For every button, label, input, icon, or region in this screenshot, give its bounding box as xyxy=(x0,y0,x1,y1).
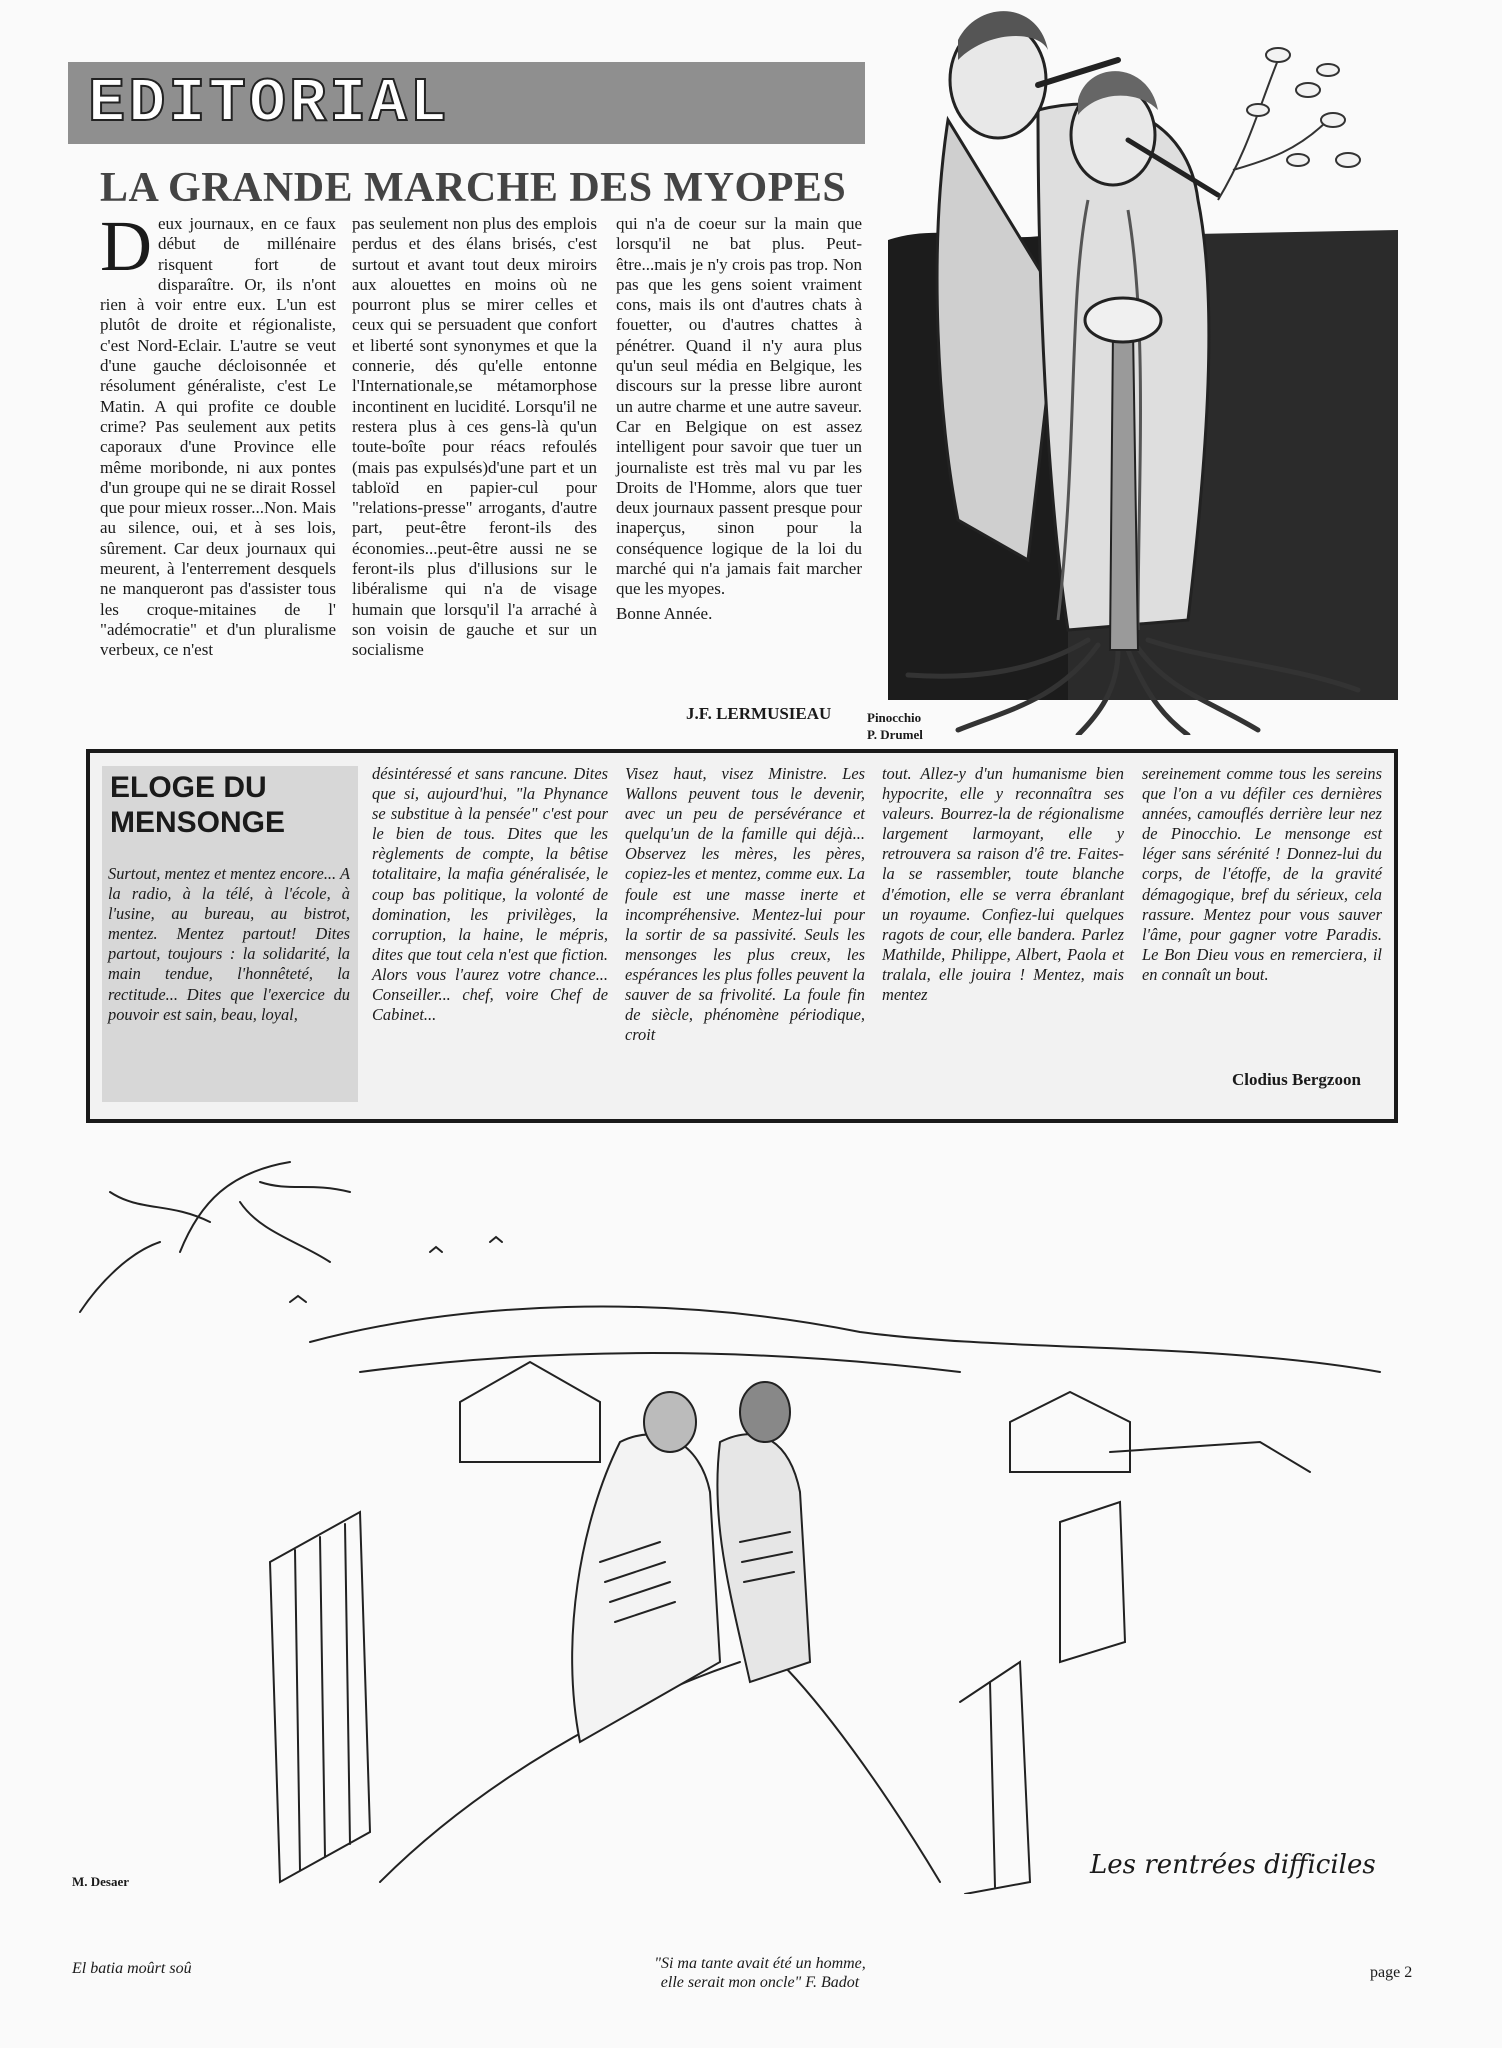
eloge-column-3: Visez haut, visez Ministre. Les Wallons peuvent tous le devenir, avec un peu de persévérance et quelqu'un de la famille qui déjà... Observez les mères, les pères, copiez-les et mentez, comme eux. La foule est une masse inerte et incompréhensive. Mentez-lui pour la sortir de sa passivité. Seuls les mensonges les plus creux, les espérances les plus folles peuvent la sauver de sa frivolité. La foule fin de siècle, phénomène périodique, croit xyxy=(625,764,865,1045)
illustration-credit-artist: P. Drumel xyxy=(867,727,923,742)
eloge-column-5: sereinement comme tous les sereins que l'on a vu défiler ces dernières années, camouflés derrière leur nez de Pinocchio. Le mensonge est léger sans sérénité ! Donnez-lui du corps, de l'étoffe, de la gravité démagogique, bref du sérieux, cela rassure. Mentez pour vous sauver l'âme, pour gagner votre Paradis. Le Bon Dieu vous en remerciera, il en connaît un bout. xyxy=(1142,764,1382,984)
landscape-sketch xyxy=(60,1142,1442,1894)
footer-quote xyxy=(560,1954,960,1992)
editorial-signature: J.F. LERMUSIEAU xyxy=(686,704,832,723)
eloge-signature: Clodius Bergzoon xyxy=(1232,1070,1361,1089)
editorial-column-1 xyxy=(100,206,336,661)
editorial-column-3 xyxy=(616,214,862,624)
sketch-artist-credit: M. Desaer xyxy=(72,1874,130,1889)
editorial-column-2: pas seulement non plus des emplois perdus et des élans brisés, c'est surtout et avant tout deux miroirs aux alouettes en moins où ne pourront plus se mirer celles et ceux qui se persuadent que confort et liberté sont synonymes et que la connerie, dés qu'elle entonne l'Internationale,se métamorphose incontinent en lucidité. Lorsqu'il ne restera plus à ces gens-là qu'un toute-boîte pour réacs refoulés (mais pas expulsés)d'une part et un tabloïd en papier-cul pour "relations-presse" arrogants, d'autre part, peut-être feront-ils des économies...peut-être aussi ne se feront-ils plus d'illusions sur le libéralisme qui n'a de visage humain que lorsqu'il l'a arraché à son voisin de gauche et sur un socialisme xyxy=(352,214,597,660)
drop-cap: D xyxy=(100,206,152,286)
pinocchio-illustration xyxy=(888,0,1398,735)
page-number: page 2 xyxy=(1370,1964,1413,1981)
eloge-column-1: Surtout, mentez et mentez encore... A la radio, à la télé, à l'école, à l'usine, au bureau, au bistrot, mentez. Mentez partout! Dites partout, toujours : la solidarité, la main tendue, l'honnêteté, la rectitude... Dites que l'exercice du pouvoir est sain, beau, loyal, xyxy=(108,864,350,1024)
editorial-headline: LA GRANDE MARCHE DES MYOPES xyxy=(100,165,847,211)
editorial-col3-text: qui n'a de coeur sur la main que lorsqu'il ne bat plus. Peut-être...mais je n'y crois pas trop. Non pas que les gens soient vraiment cons, mais ils ont d'autres chats à fouetter, ou d'autres chattes à pénétrer. Quand il n'y aura plus qu'un seul média en Belgique, les discours sur la presse libre auront un autre charme et une autre saveur. Car en Belgique on est assez intelligent pour savoir que tuer un journaliste est très mal vu par les Droits de l'Homme, alors que tuer deux journaux passent presque pour inaperçus, sinon pour la conséquence logique de la loi du marché qui n'a jamais fait marcher que les myopes. xyxy=(616,214,862,599)
editorial-col1-text: eux journaux, en ce faux début de millénaire risquent fort de disparaître. Or, ils n'ont rien à voir entre eux. L'un est plutôt de droite et régionaliste, c'est Nord-Eclair. L'autre se veut d'une gauche décloisonnée et résolument généraliste, c'est Le Matin. A qui profite ce double crime? Pas seulement aux petits caporaux d'une Province elle même moribonde, ni aux pontes d'un groupe qui ne se dirait Rossel que pour mieux rosser...Non. Mais au silence, oui, et à ses lois, sûrement. Car deux journaux qui meurent, à l'enterrement desquels ne manqueront pas d'assister tous les croque-mitaines de l' "adémocratie" et d'un pluralisme verbeux, ce n'est xyxy=(100,214,336,660)
sketch-handwritten-title: Les rentrées difficiles xyxy=(1090,1850,1376,1880)
eloge-column-4: tout. Allez-y d'un humanisme bien hypocrite, elle y reconnaîtra ses valeurs. Bourrez-la de régionalisme largement larmoyant, elle y retrouvera sa raison d'ê tre. Faites-la se rassembler, toute blanche d'émotion, elle se verra ébranlant un royaume. Confiez-lui quelques ragots de cour, elle bandera. Parlez Mathilde, Philippe, Albert, Paola et tralala, elle jouira ! Mentez, mais mentez xyxy=(882,764,1124,1005)
eloge-title: ELOGE DU MENSONGE xyxy=(110,771,286,839)
footer-publication-name: El batia moûrt soû xyxy=(72,1960,192,1977)
footer-quote-line-2: elle serait mon oncle" F. Badot xyxy=(660,1974,860,1991)
editorial-signoff: Bonne Année. xyxy=(616,603,713,623)
eloge-column-2: désintéressé et sans rancune. Dites que si, aujourd'hui, "la Phynance se substitue à la pensée" c'est pour le bien de tous. Dites que les règlements de compte, la bêtise totalitaire, la mafia généralisée, le coup bas politique, la volonté de domination, les privilèges, la corruption, la haine, le mépris, dites que tout cela n'est que fiction. Alors vous l'aurez votre chance... Conseiller... chef, voire Chef de Cabinet... xyxy=(372,764,608,1025)
footer-quote-line-1: "Si ma tante avait été un homme, xyxy=(654,1955,866,1972)
editorial-banner-label: EDITORIAL xyxy=(88,68,450,139)
illustration-credit-title: Pinocchio xyxy=(867,710,922,725)
